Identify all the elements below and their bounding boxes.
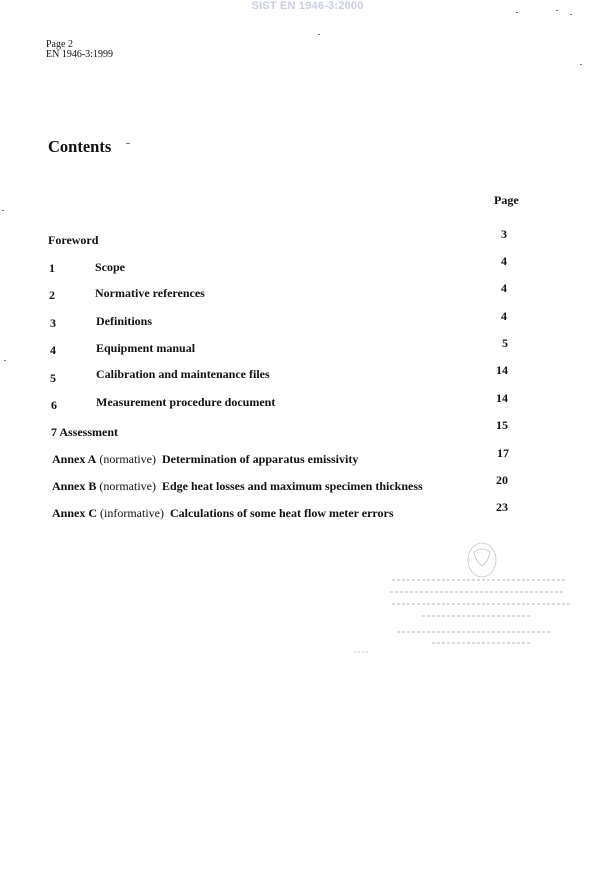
toc-page: 23 [496,500,508,514]
toc-number: 7 [51,425,57,439]
annex-kind: (informative) [100,506,164,520]
contents-title: Contents [48,137,112,156]
page-number: Page 2 [46,39,73,50]
toc-entry-definitions[interactable]: Definitions [96,314,153,328]
toc-entry-foreword[interactable] [48,233,98,248]
scan-speck [570,14,572,15]
toc-page: 15 [496,418,508,432]
toc-page: 14 [496,363,508,377]
scan-speck [126,143,130,144]
toc-title: Assessment [59,425,119,439]
standard-number: EN 1946-3:1999 [46,49,113,60]
toc-number: 1 [49,261,55,275]
toc-page: 17 [497,446,509,460]
toc-entry-calibration-files[interactable]: Calibration and maintenance files [96,367,270,381]
toc-page: 4 [501,254,507,268]
toc-page: 3 [501,227,507,241]
toc-page: 14 [496,391,508,405]
annex-label: Annex A [52,452,97,466]
toc-entry-annex-c[interactable] [52,506,394,521]
toc-page: 5 [502,336,508,350]
watermark: SIST EN 1946-3:2000 [251,0,364,12]
toc-number: 6 [51,398,57,412]
toc-page: 20 [496,473,508,487]
annex-kind: (normative) [99,479,156,493]
annex-kind: (normative) [99,452,156,466]
toc-page: 4 [501,281,507,295]
toc-entry-measurement-procedure[interactable]: Measurement procedure document [96,395,276,409]
toc-number: 4 [50,343,56,357]
annex-label: Annex B [52,479,97,493]
toc-number: 3 [50,316,56,330]
toc-title: Determination of apparatus emissivity [162,452,359,466]
toc-number: 2 [49,288,55,302]
toc-title: Edge heat losses and maximum specimen thickness [162,479,423,493]
toc-entry-annex-b[interactable] [52,479,423,494]
scan-speck [4,360,6,361]
toc-number: 5 [50,371,56,385]
scan-speck [516,12,518,13]
page-column-label: Page [494,193,519,207]
toc-entry-annex-a[interactable] [52,452,358,467]
toc-entry-assessment[interactable] [51,425,118,440]
toc-entry-scope[interactable]: Scope [95,260,125,274]
official-stamp [352,540,582,665]
toc-entry-normative-references[interactable]: Normative references [95,286,205,300]
toc-page: 4 [501,309,507,323]
scan-speck [2,210,4,211]
scan-speck [318,34,320,35]
toc-title: Calculations of some heat flow meter errors [170,506,394,520]
scan-speck [556,10,558,11]
toc-entry-equipment-manual[interactable]: Equipment manual [96,341,196,355]
toc-title: Foreword [48,233,99,247]
annex-label: Annex C [52,506,98,520]
scan-speck [580,64,582,65]
